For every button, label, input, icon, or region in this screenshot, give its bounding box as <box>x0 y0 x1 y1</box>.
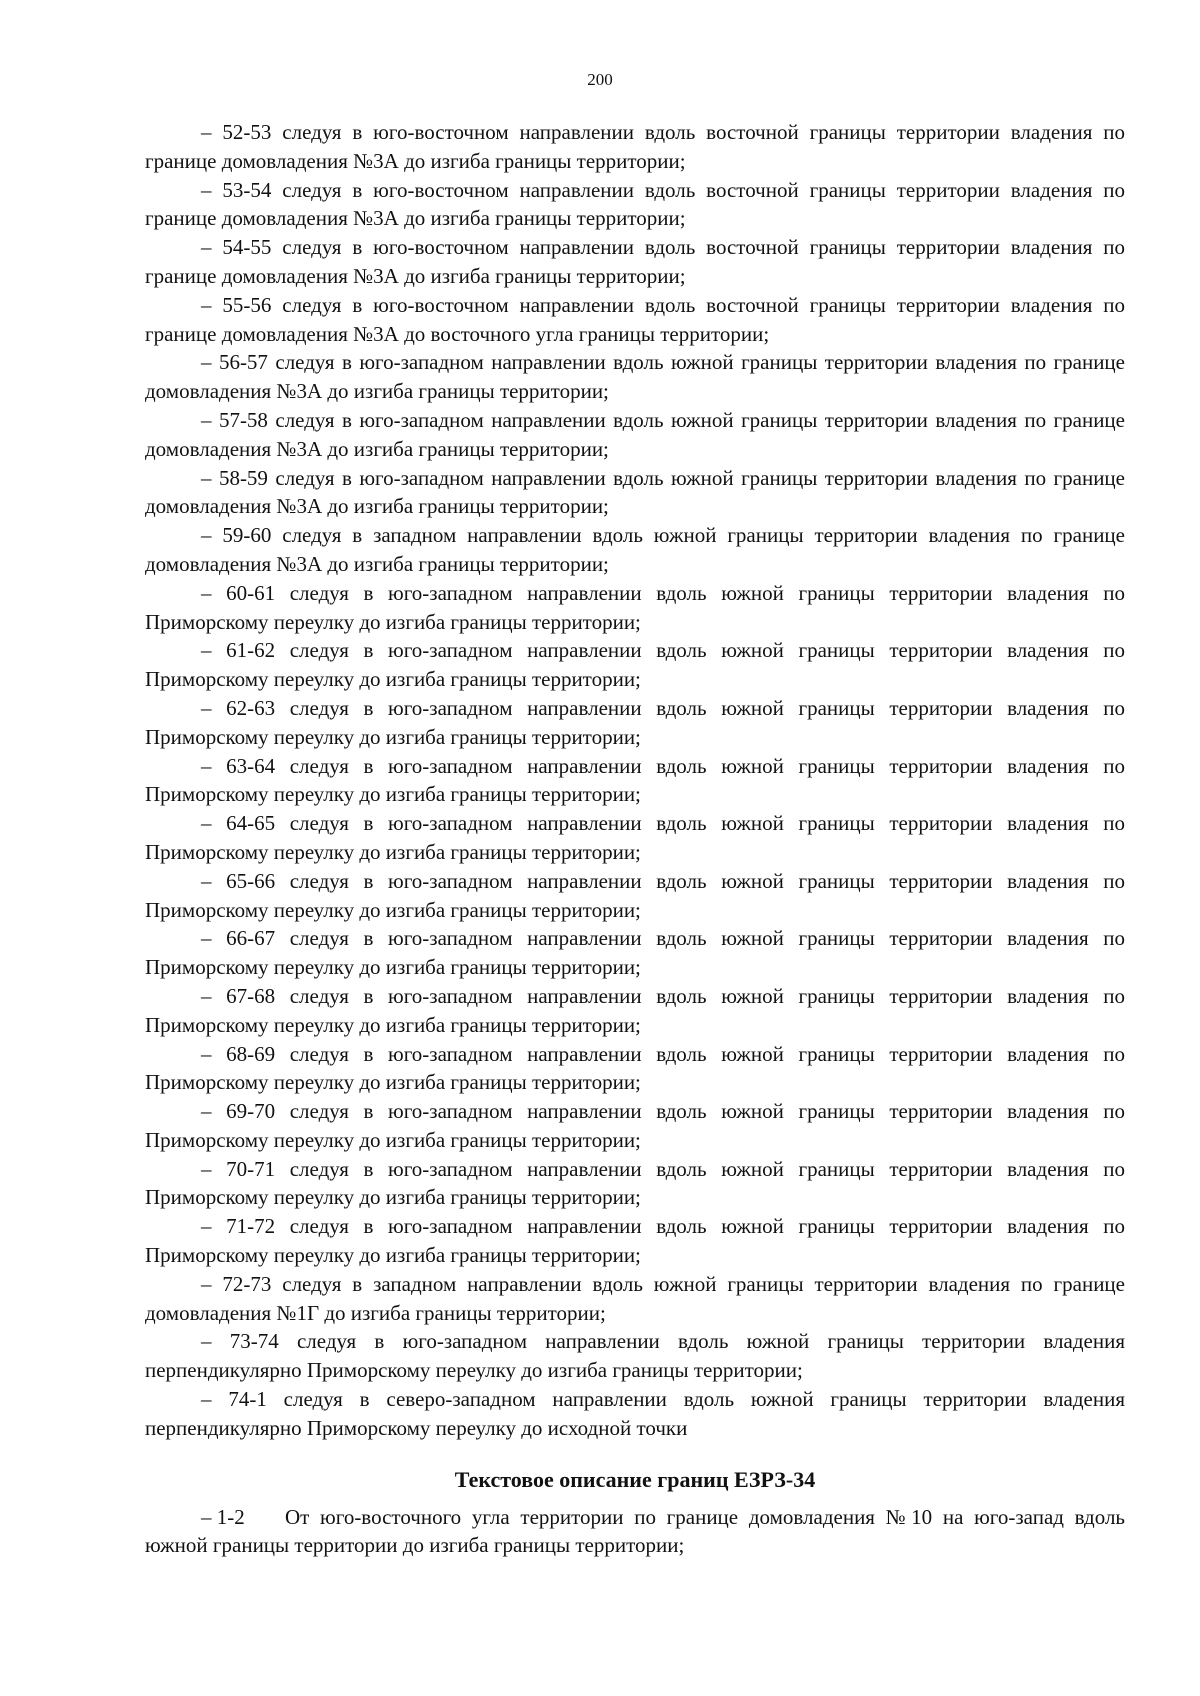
segment-text: От юго-восточного угла территории по границе домовладения №10 на юго-запад вдоль южной границы территории до изгиба границы территории; <box>145 1504 1125 1558</box>
document-body <box>145 118 1125 1560</box>
page-number: 200 <box>587 70 613 89</box>
boundary-segment-58-59: – 58-59 следуя в юго-западном направлении вдоль южной границы территории владения по границе домовладения №3А до изгиба границы территории; <box>145 465 1125 519</box>
boundary-segment-57-58: – 57-58 следуя в юго-западном направлении вдоль южной границы территории владения по границе домовладения №3А до изгиба границы территории; <box>145 407 1125 461</box>
segment-number: – 1-2 <box>201 1504 245 1529</box>
boundary-segment-70-71: – 70-71 следуя в юго-западном направлении вдоль южной границы территории владения по Приморскому переулку до изгиба границы территории; <box>145 1156 1125 1210</box>
boundary-segment-1-2 <box>145 1503 1125 1561</box>
boundary-segment-66-67: – 66-67 следуя в юго-западном направлении вдоль южной границы территории владения по Приморскому переулку до изгиба границы территории; <box>145 926 1125 980</box>
boundary-segment-65-66: – 65-66 следуя в юго-западном направлении вдоль южной границы территории владения по Приморскому переулку до изгиба границы территории; <box>145 868 1125 922</box>
boundary-segment-69-70: – 69-70 следуя в юго-западном направлении вдоль южной границы территории владения по Приморскому переулку до изгиба границы территории; <box>145 1099 1125 1152</box>
boundary-segment-72-73: – 72-73 следуя в западном направлении вдоль южной границы территории владения по границе домовладения №1Г до изгиба границы территории; <box>145 1271 1125 1325</box>
boundary-segment-52-53: – 52-53 следуя в юго-восточном направлении вдоль восточной границы территории владения по границе домовладения №3А до изгиба границы территории; <box>145 120 1125 173</box>
boundary-segment-63-64: – 63-64 следуя в юго-западном направлении вдоль южной границы территории владения по Приморскому переулку до изгиба границы территории; <box>145 753 1125 807</box>
boundary-segment-60-61: – 60-61 следуя в юго-западном направлении вдоль южной границы территории владения по Приморскому переулку до изгиба границы территории; <box>145 580 1125 634</box>
boundary-segment-64-65: – 64-65 следуя в юго-западном направлении вдоль южной границы территории владения по Приморскому переулку до изгиба границы территории; <box>145 811 1125 864</box>
boundary-segment-74-1: – 74-1 следуя в северо-западном направлении вдоль южной границы территории владения перпендикулярно Приморскому переулку до исходной точки <box>145 1387 1125 1440</box>
boundary-segment-53-54: – 53-54 следуя в юго-восточном направлении вдоль восточной границы территории владения по границе домовладения №3А до изгиба границы территории; <box>145 177 1125 231</box>
boundary-segment-55-56: – 55-56 следуя в юго-восточном направлении вдоль восточной границы территории владения по границе домовладения №3А до восточного угла границы территории; <box>145 292 1125 346</box>
section-heading: Текстовое описание границ ЕЗРЗ-34 <box>454 1466 816 1492</box>
boundary-segment-68-69: – 68-69 следуя в юго-западном направлении вдоль южной границы территории владения по Приморскому переулку до изгиба границы территории; <box>145 1041 1125 1095</box>
boundary-segment-61-62: – 61-62 следуя в юго-западном направлении вдоль южной границы территории владения по Приморскому переулку до изгиба границы территории; <box>145 638 1125 692</box>
boundary-segment-56-57: – 56-57 следуя в юго-западном направлении вдоль южной границы территории владения по границе домовладения №3А до изгиба границы территории; <box>145 350 1125 404</box>
boundary-segment-62-63: – 62-63 следуя в юго-западном направлении вдоль южной границы территории владения по Приморскому переулку до изгиба границы территории; <box>145 695 1125 749</box>
boundary-segment-73-74: – 73-74 следуя в юго-западном направлении вдоль южной границы территории владения перпендикулярно Приморскому переулку до изгиба границы территории; <box>145 1329 1125 1383</box>
boundary-segment-54-55: – 54-55 следуя в юго-восточном направлении вдоль восточной границы территории владения по границе домовладения №3А до изгиба границы территории; <box>145 235 1125 288</box>
boundary-segment-71-72: – 71-72 следуя в юго-западном направлении вдоль южной границы территории владения по Приморскому переулку до изгиба границы территории; <box>145 1214 1125 1268</box>
boundary-segment-67-68: – 67-68 следуя в юго-западном направлении вдоль южной границы территории владения по Приморскому переулку до изгиба границы территории; <box>145 983 1125 1037</box>
boundary-segment-59-60: – 59-60 следуя в западном направлении вдоль южной границы территории владения по границе домовладения №3А до изгиба границы территории; <box>145 523 1125 576</box>
